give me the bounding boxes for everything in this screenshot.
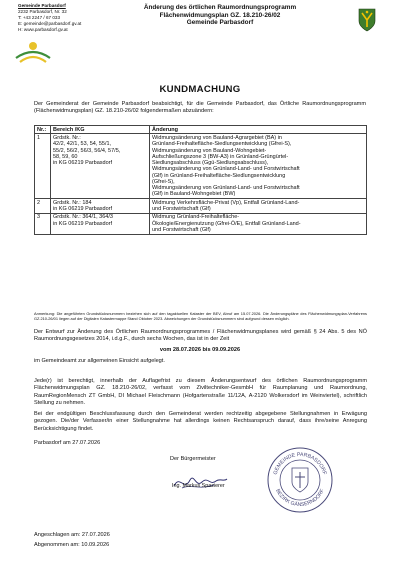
aenderung-line: (Glf) in Grünland-Freihaltefläche-Siedlungsentwicklung bbox=[152, 172, 286, 179]
aenderung-line: Widmungsänderung von Grünland-Land- und Forstwirtschaft bbox=[152, 185, 300, 192]
posting-dates bbox=[34, 531, 110, 550]
document-header-title bbox=[120, 4, 320, 27]
table-header-row bbox=[35, 126, 367, 134]
seal-text-top: GEMEINDE PARBASDORF bbox=[272, 451, 328, 476]
table-row bbox=[35, 134, 367, 199]
bereich-line: in KG 06219 Parbasdorf bbox=[53, 160, 113, 167]
display-period-dates: vom 28.07.2026 bis 09.09.2026 bbox=[159, 347, 241, 353]
display-location-paragraph: im Gemeindeamt zur allgemeinen Einsicht aufgelegt. bbox=[34, 358, 165, 364]
municipality-logo-icon bbox=[14, 38, 52, 66]
address-email[interactable]: E: gemeinde@parbasdorf.gv.at bbox=[18, 21, 82, 26]
municipal-crest-icon bbox=[358, 8, 376, 32]
aenderung-line: (Glf) in Bauland-Wohngebiet (BW) bbox=[152, 191, 236, 198]
address-street: 2232 Parbasdorf, Nr. 32 bbox=[18, 9, 67, 14]
changes-table bbox=[34, 125, 367, 235]
removed-on: Abgenommen am: 10.09.2026 bbox=[34, 541, 110, 548]
aenderung-line: Widmung Verkehrsfläche-Privat (Vp), Entfall Grünland-Land- bbox=[152, 199, 300, 206]
bereich-line: 42/2, 42/1, 53, 54, 55/1, bbox=[53, 141, 112, 148]
aenderung-line: Grünland-Freihaltefläche-Siedlungsentwicklung (Gfrei-S), bbox=[152, 141, 292, 148]
intro-paragraph: Der Gemeinderat der Gemeinde Parbasdorf beabsichtigt, für die Gemeinde Parbasdorf, das Örtliche Raumordnungsprogramm (Flächenwidmungsplan) GZ. 18.210-26/02 folgendermaßen abzuändern: bbox=[34, 101, 366, 114]
aenderung-line: Aufschließungszone 3 (BW-A3) in Grünland-Grüngürtel- bbox=[152, 153, 289, 160]
column-header-aenderung: Änderung bbox=[150, 126, 367, 134]
header-title-line: Flächenwidmungsplan GZ. 18.210-26/02 bbox=[159, 11, 281, 19]
aenderung-line: Siedlungsabschluss (Ggü-Siedlungsabschluss), bbox=[152, 160, 269, 167]
bereich-line: Grdstk. Nr.: bbox=[53, 135, 81, 142]
place-and-date: Parbasdorf am 27.07.2026 bbox=[34, 440, 101, 446]
aenderung-line: (Gfrei-S), bbox=[152, 178, 175, 185]
bereich-line: in KG 06219 Parbasdorf bbox=[53, 205, 113, 212]
header-title-line: Änderung des örtlichen Raumordnungsprogramm bbox=[143, 4, 297, 11]
seal-text-bottom: BEZIRK GÄNSERNDORF bbox=[274, 488, 326, 509]
aenderung-line: Widmungsänderung von Bauland-Wohngebiet- bbox=[152, 147, 267, 154]
statement-right-paragraph: Jede(r) ist berechtigt, innerhalb der Auflagefrist zu diesem Änderungsentwurf des örtlichen Raumordnungsprogramm Flächenwidmungsplan GZ. 18.210-26/02, verfasst vom Ziviltechniker-GesmbH für Raumplanung und Raumordnung, RaumRegionMensch ZT GmbH, DI Michael Fleischmann (Hofgartenstraße 11/12A, A-2120 Wolkersdorf im Weinviertel), schriftlich Stellung zu nehmen. bbox=[34, 378, 367, 407]
bereich-line: 55/2, 56/2, 56/3, 56/4, 57/5, bbox=[53, 147, 121, 154]
page-title: KUNDMACHUNG bbox=[159, 84, 241, 95]
bereich-line: Grdstk. Nr.: 184 bbox=[53, 199, 92, 206]
row-number: 2 bbox=[35, 199, 51, 214]
posted-on: Angeschlagen am: 27.07.2026 bbox=[34, 532, 110, 538]
aenderung-line: Ökologie/Energienutzung (Gfrei-Ö/E), Entfall Grünland-Land- bbox=[152, 220, 301, 227]
aenderung-line: Widmungsänderung von Grünland-Land- und Forstwirtschaft bbox=[152, 166, 300, 173]
row-bereich bbox=[51, 134, 150, 199]
column-header-nr: Nr.: bbox=[35, 126, 51, 134]
address-web[interactable]: H: www.parbasdorf.gv.at bbox=[18, 27, 68, 32]
sender-address bbox=[18, 3, 128, 33]
row-bereich bbox=[51, 213, 150, 234]
row-aenderung bbox=[150, 199, 367, 214]
row-number: 1 bbox=[35, 134, 51, 199]
signer-name: Ing. Markus Spazierer bbox=[172, 483, 225, 489]
bereich-line: 58, 59, 60 bbox=[53, 153, 78, 160]
decision-paragraph: Bei der endgültigen Beschlussfassung durch den Gemeinderat werden rechtzeitig abgegebene Stellungnahmen in Erwägung gezogen. Die/der Verfasser/in einer Stellungnahme hat allerdings keinen Rechtsanspruch darauf, dass ihre/seine Anregung Berücksichtigung findet. bbox=[34, 411, 367, 432]
aenderung-line: und Forstwirtschaft (Glf) bbox=[152, 226, 211, 233]
row-number: 3 bbox=[35, 213, 51, 234]
bereich-line: in KG 06219 Parbasdorf bbox=[53, 220, 113, 227]
display-period-paragraph: Der Entwurf zur Änderung des Örtlichen Raumordnungsprogrammes / Flächenwidmungsplanes wird gemäß § 24 Abs. 5 des NÖ Raumordnungsgesetzes 2014, i.d.g.F., durch sechs Wochen, das ist in der Zeit bbox=[34, 329, 367, 343]
mayor-label: Der Bürgermeister bbox=[170, 456, 216, 462]
table-row bbox=[35, 213, 367, 234]
aenderung-line: und Forstwirtschaft (Glf) bbox=[152, 205, 211, 212]
row-bereich bbox=[51, 199, 150, 214]
bereich-line: Grdstk. Nr.: 364/1, 364/3 bbox=[53, 214, 113, 221]
table-row bbox=[35, 199, 367, 214]
official-seal-icon bbox=[266, 446, 334, 514]
column-header-bereich: Bereich /KG bbox=[51, 126, 150, 134]
row-aenderung bbox=[150, 134, 367, 199]
address-org: Gemeinde Parbasdorf bbox=[18, 3, 66, 8]
aenderung-line: Widmung Grünland-Freihaltefläche- bbox=[152, 214, 240, 221]
footnote-remark: Anmerkung: Die angeführten Grundstücksnummern beziehen sich auf den tagaktuellen Kataster der BEV, Abruf am 15.07.2026. Die Änderungspläne des Flächenwidmungsplan-Verfahrens GZ.210-26/01 liegen auf der Digitalen Katastermappe Stand Oktober 2023. Abweichungen der Grundstücksnummern sind aufgrund dessen möglich. bbox=[34, 311, 367, 321]
header-title-line: Gemeinde Parbasdorf bbox=[186, 19, 254, 27]
aenderung-line: Widmungsänderung von Bauland-Agrargebiet (BA) in bbox=[152, 135, 282, 142]
address-phone: T: +43 2247 / 67 033 bbox=[18, 15, 61, 20]
row-aenderung bbox=[150, 213, 367, 234]
